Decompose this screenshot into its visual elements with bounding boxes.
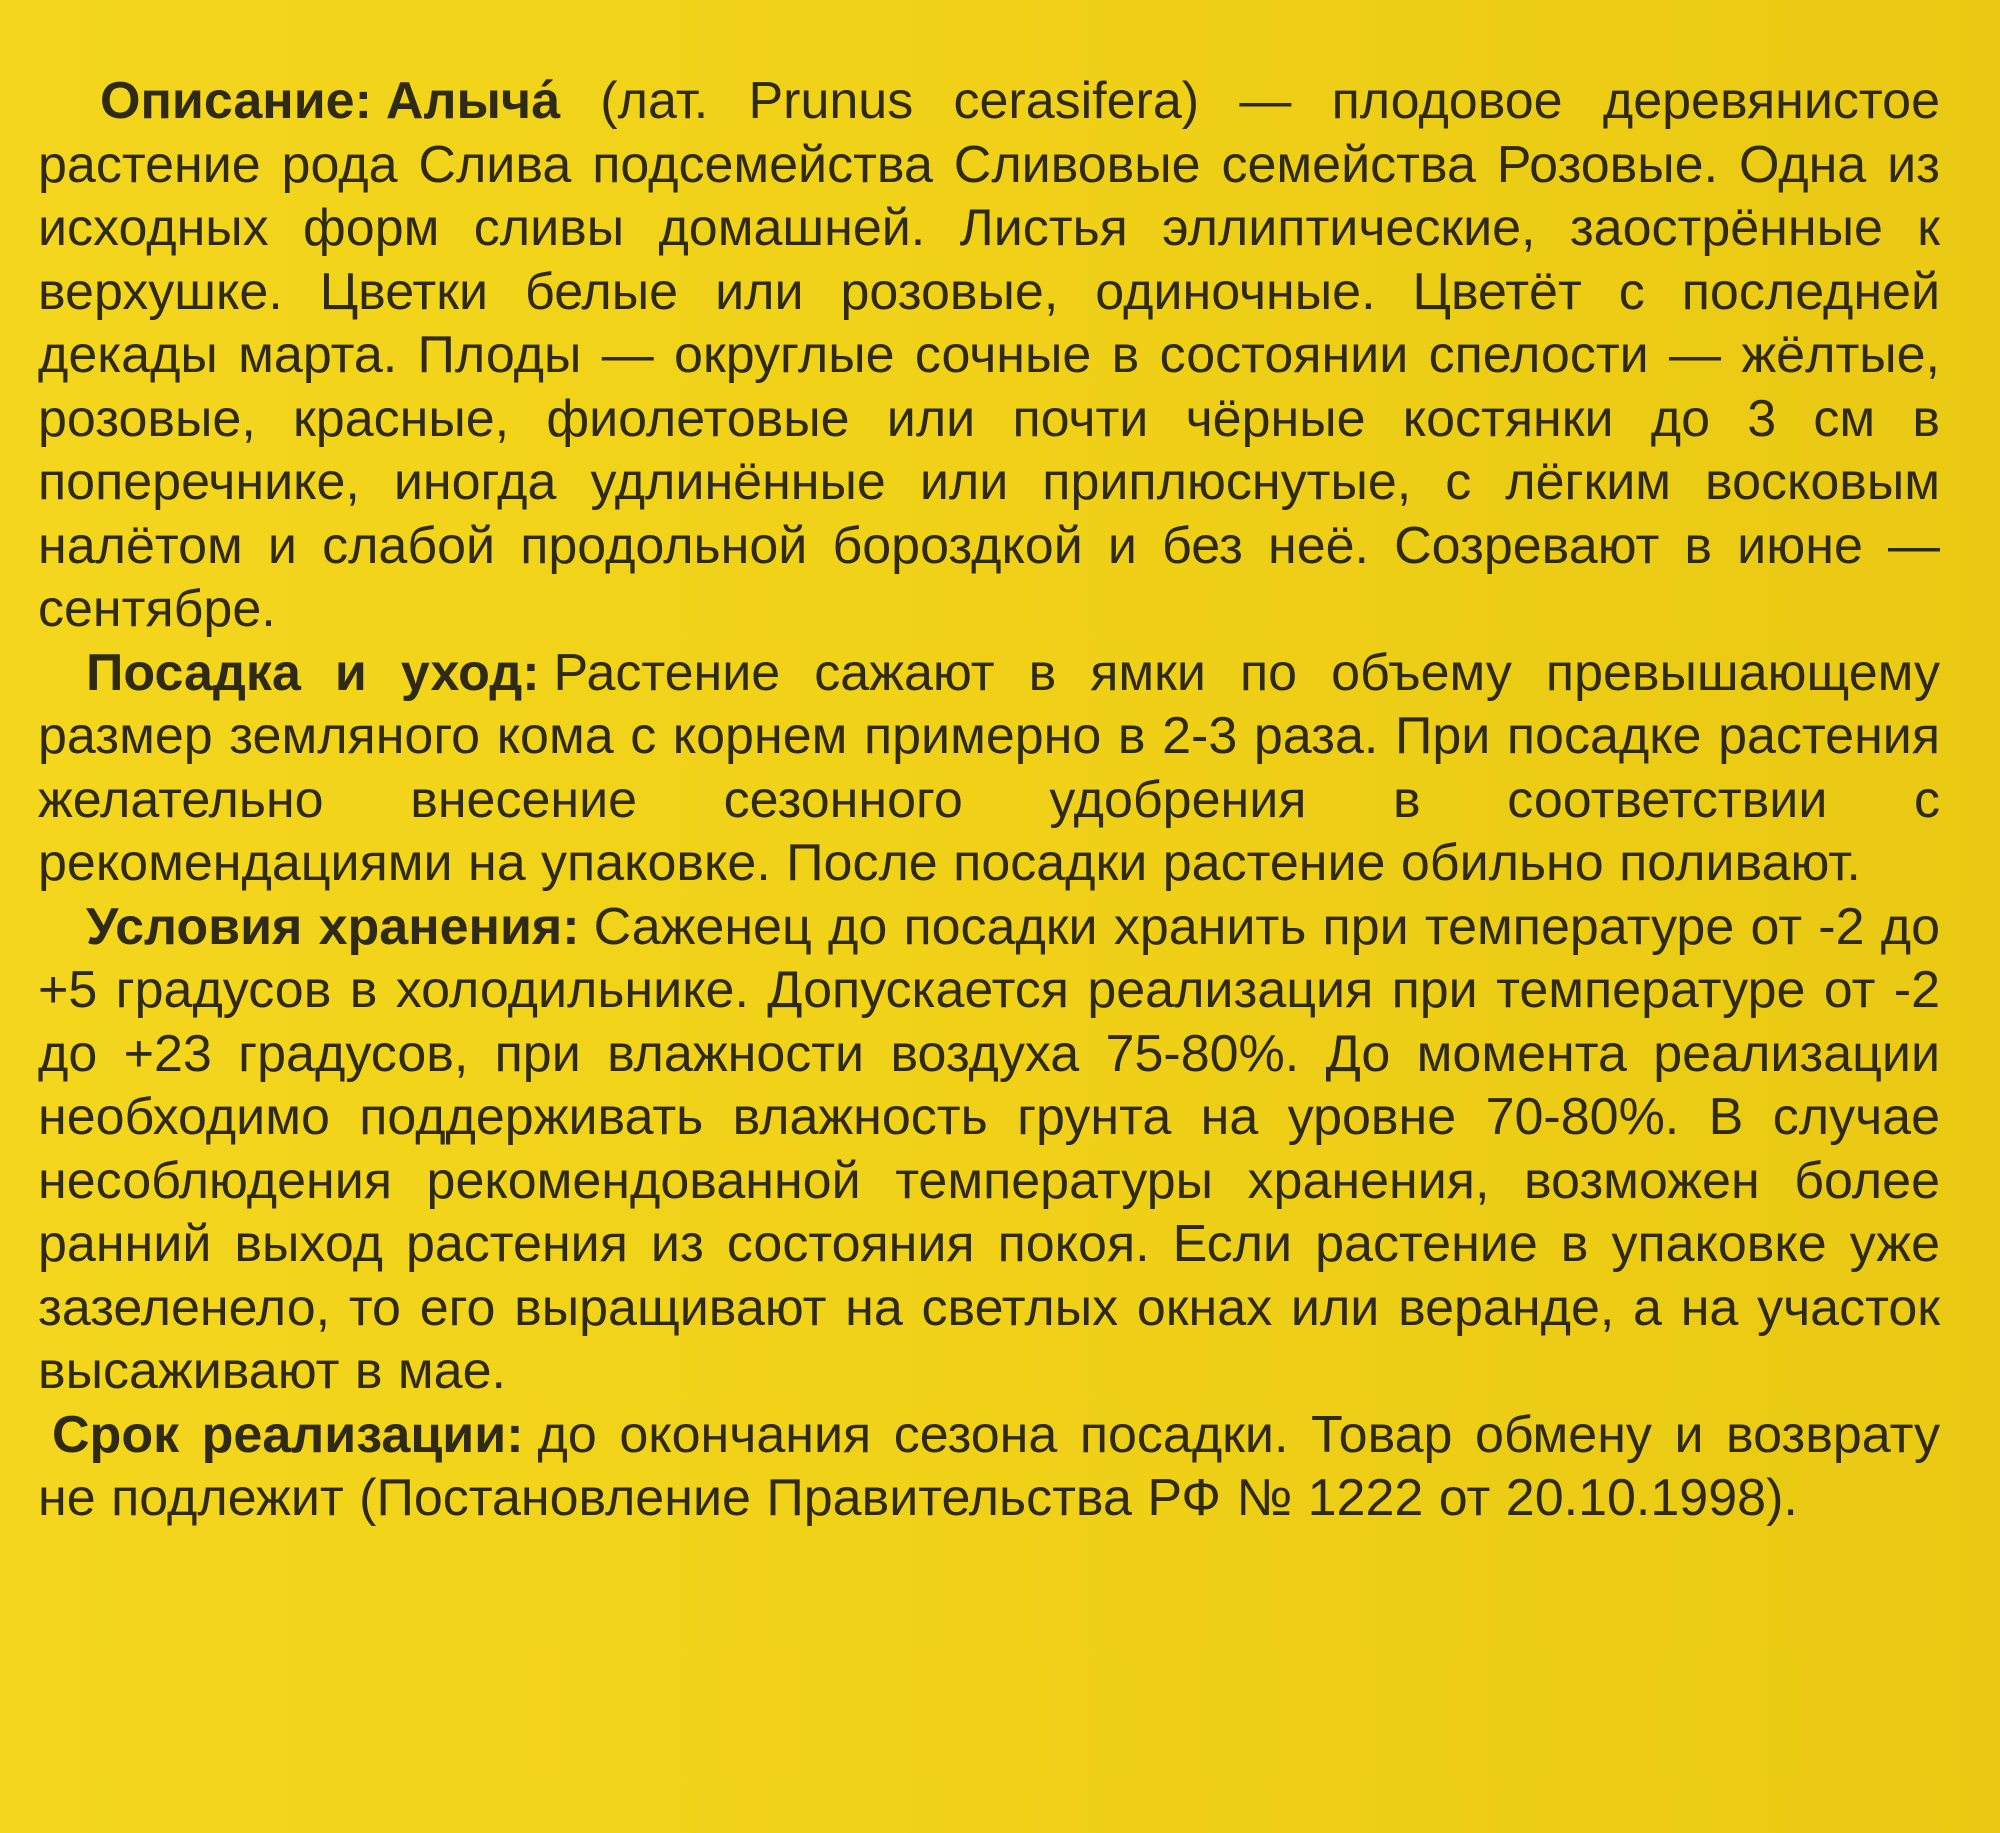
planting-care-section (38, 642, 1940, 896)
storage-conditions-section (38, 896, 1940, 1404)
sale-period-section (38, 1404, 1940, 1531)
planting-care-text: Растение сажают в ямки по объему превышающему размер земляного кома с корнем примерно в 2-3 раза. При посадке растения желательно внесение сезонного удобрения в соответствии с рекомендациями на упаковке. После посадки растение обильно поливают. (38, 643, 1940, 892)
sale-period-heading: Срок реализации: (52, 1405, 524, 1464)
planting-care-heading: Посадка и уход: (86, 643, 540, 702)
plant-name: Алыча́ (385, 72, 561, 130)
sale-period-text: до окончания сезона посадки. Товар обмену и возврату не подлежит (Постановление Правительства РФ № 1222 от 20.10.1998). (38, 1405, 1940, 1527)
description-heading: Описание: (100, 72, 372, 130)
storage-conditions-heading: Условия хранения: (86, 897, 580, 956)
description-section (38, 70, 1940, 642)
storage-conditions-text: Саженец до посадки хранить при температуре от -2 до +5 градусов в холодильнике. Допускается реализация при температуре от -2 до +23 градусов, при влажности воздуха 75-80%. До момента реализации необходимо поддерживать влажность грунта на уровне 70-80%. В случае несоблюдения рекомендованной температуры хранения, возможен более ранний выход растения из состояния покоя. Если растение в упаковке уже зазеленело, то его выращивают на светлых окнах или веранде, а на участок высаживают в мае. (38, 897, 1940, 1400)
description-text: (лат. Prunus cerasifera) — плодовое деревянистое растение рода Слива подсемейства Сливовые семейства Розовые. Одна из исходных форм сливы домашней. Листья эллиптические, заострённые к верхушке. Цветки белые или розовые, одиночные. Цветёт с последней декады марта. Плоды — округлые сочные в состоянии спелости — жёлтые, розовые, красные, фиолетовые или почти чёрные костянки до 3 см в поперечнике, иногда удлинённые или приплюснутые, с лёгким восковым налётом и слабой продольной бороздкой и без неё. Созревают в июне — сентябре. (38, 72, 1940, 638)
